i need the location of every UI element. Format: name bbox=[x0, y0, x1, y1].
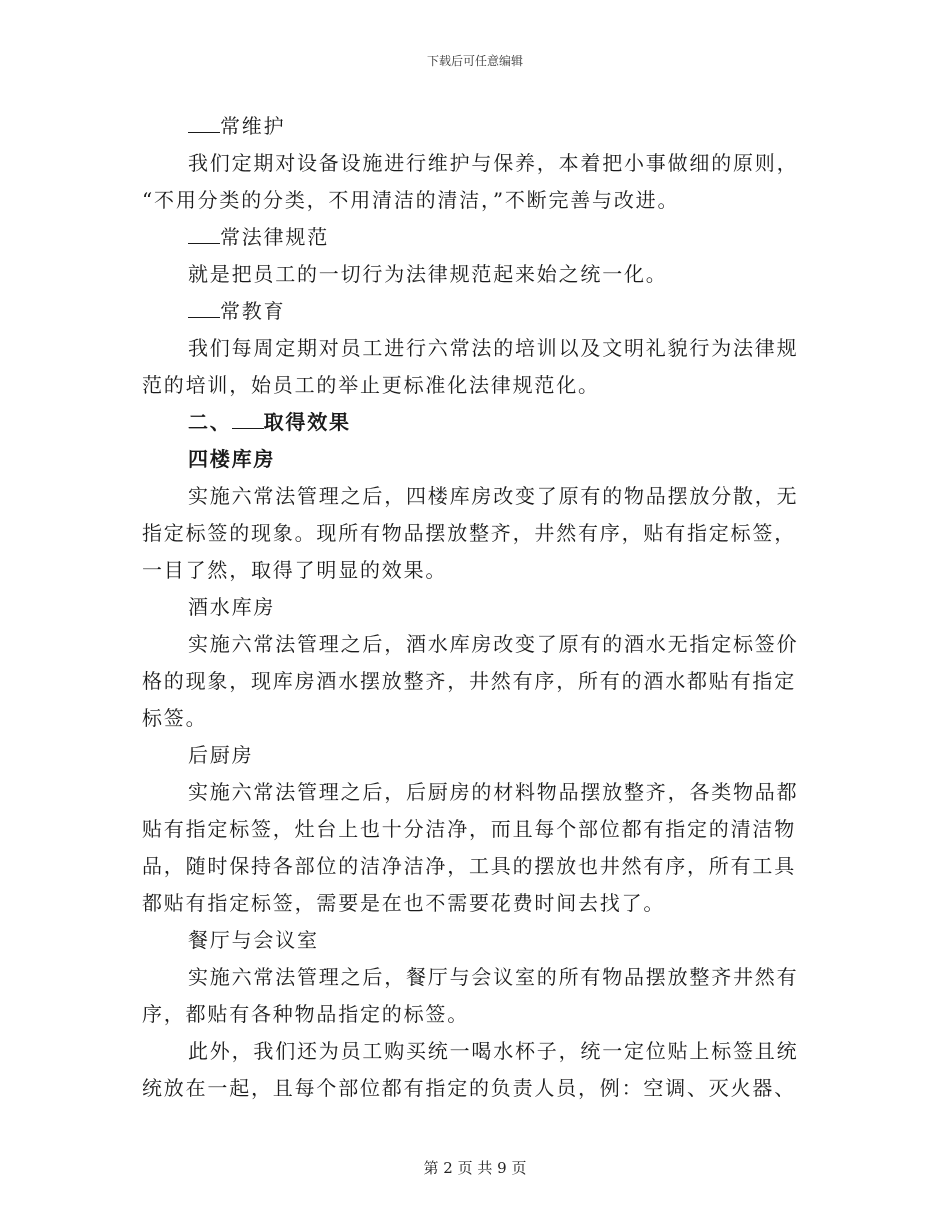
paragraph-line: 一目了然，取得了明显的效果。 bbox=[142, 558, 448, 582]
subheading-fourth-floor-storeroom: 四楼库房 bbox=[188, 447, 276, 471]
section-title-maintenance bbox=[142, 108, 812, 145]
paragraph-line: 指定标签的现象。现所有物品摆放整齐，井然有序，贴有指定标签， bbox=[142, 521, 796, 545]
paragraph-line: 实施六常法管理之后，餐厅与会议室的所有物品摆放整齐井然有 bbox=[188, 965, 799, 989]
heading-results bbox=[142, 404, 812, 441]
heading-prefix: 二、 bbox=[188, 410, 232, 434]
paragraph-line: 贴有指定标签，灶台上也十分洁净，而且每个部位都有指定的清洁物 bbox=[142, 817, 796, 841]
section-title-text: 常教育 bbox=[220, 299, 286, 323]
heading-text: 取得效果 bbox=[263, 410, 351, 434]
paragraph-line: 实施六常法管理之后，酒水库房改变了原有的酒水无指定标签价 bbox=[188, 632, 799, 656]
paragraph-line: 标签。 bbox=[142, 706, 208, 730]
subheading-back-kitchen: 后厨房 bbox=[188, 743, 254, 767]
paragraph-line: 序，都贴有各种物品指定的标签。 bbox=[142, 1002, 469, 1026]
section-title-text: 常维护 bbox=[220, 114, 286, 138]
paragraph-line: 我们定期对设备设施进行维护与保养，本着把小事做细的原则， bbox=[188, 151, 799, 175]
paragraph-line: 都贴有指定标签，需要是在也不需要花费时间去找了。 bbox=[142, 891, 666, 915]
section-title-text: 常法律规范 bbox=[220, 225, 329, 249]
subheading-dining-and-meeting-room: 餐厅与会议室 bbox=[188, 928, 319, 952]
fill-in-blank bbox=[232, 404, 264, 429]
paragraph-line: 我们每周定期对员工进行六常法的培训以及文明礼貌行为法律规 bbox=[188, 336, 799, 360]
fill-in-blank bbox=[188, 219, 220, 244]
paragraph-line: 此外，我们还为员工购买统一喝水杯子，统一定位贴上标签且统 bbox=[188, 1039, 799, 1063]
fill-in-blank bbox=[188, 293, 220, 318]
subheading-beverage-storeroom: 酒水库房 bbox=[188, 595, 276, 619]
paragraph-line: 格的现象，现库房酒水摆放整齐，井然有序，所有的酒水都贴有指定 bbox=[142, 669, 796, 693]
paragraph-line: 品，随时保持各部位的洁净洁净，工具的摆放也井然有序，所有工具 bbox=[142, 854, 796, 878]
section-title-education bbox=[142, 293, 812, 330]
paragraph-line: 实施六常法管理之后，后厨房的材料物品摆放整齐，各类物品都 bbox=[188, 780, 799, 804]
paragraph-line: 统放在一起，且每个部位都有指定的负责人员，例：空调、灭火器、 bbox=[142, 1076, 796, 1100]
fill-in-blank bbox=[188, 108, 220, 133]
document-body bbox=[142, 108, 812, 1107]
page-header: 下载后可任意编辑 bbox=[426, 54, 523, 68]
page-number-footer: 第 2 页 共 9 页 bbox=[423, 1159, 527, 1177]
paragraph-line: 就是把员工的一切行为法律规范起来始之统一化。 bbox=[188, 262, 668, 286]
section-title-legal-norms bbox=[142, 219, 812, 256]
paragraph-line: “不用分类的分类，不用清洁的清洁，”不断完善与改进。 bbox=[142, 188, 680, 212]
paragraph-line: 范的培训，始员工的举止更标准化法律规范化。 bbox=[142, 373, 600, 397]
paragraph-line: 实施六常法管理之后，四楼库房改变了原有的物品摆放分散，无 bbox=[188, 484, 799, 508]
